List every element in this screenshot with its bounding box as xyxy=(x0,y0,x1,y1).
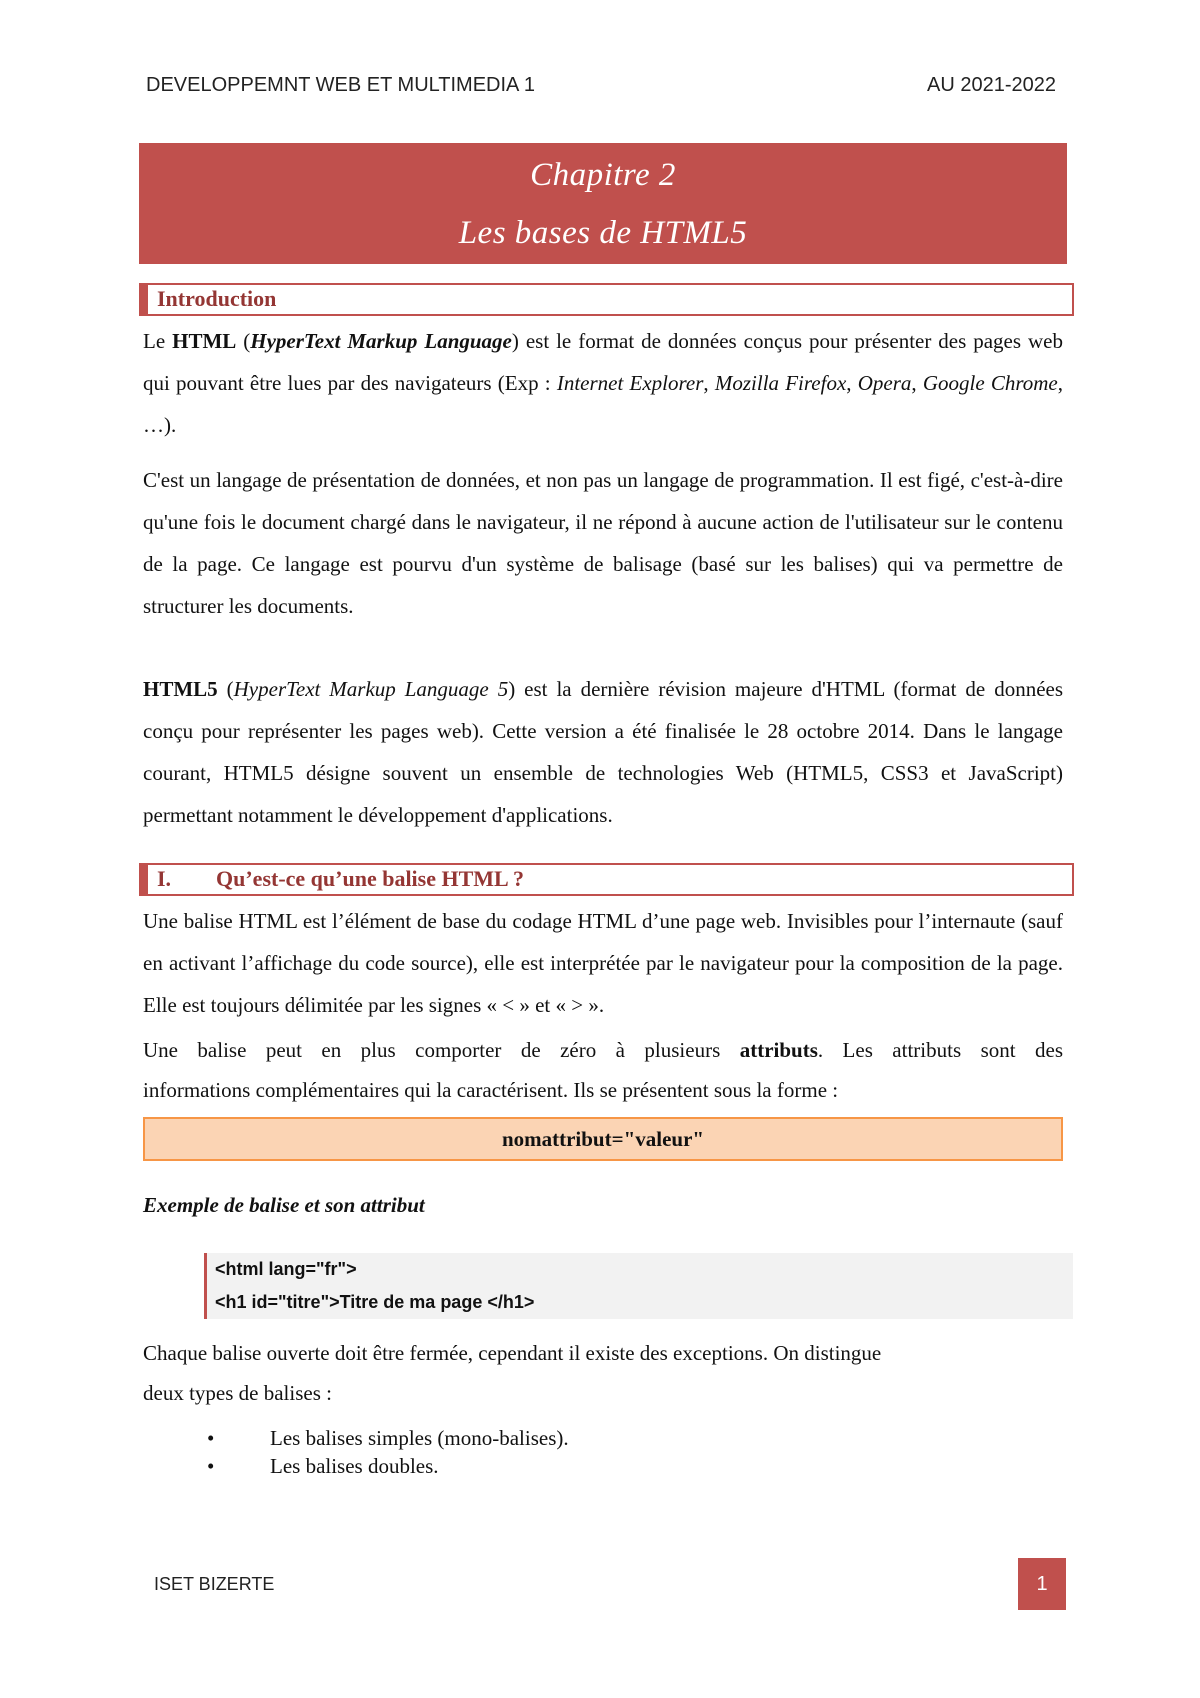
code-line: <html lang="fr"> xyxy=(215,1259,357,1279)
footer-institution: ISET BIZERTE xyxy=(154,1574,275,1594)
attribute-syntax-box: nomattribut="valeur" xyxy=(143,1117,1063,1161)
section1-paragraph-2-line-2: informations complémentaires qui la caractérisent. Ils se présentent sous la forme : xyxy=(143,1078,839,1102)
list-item: Les balises doubles. xyxy=(270,1454,439,1478)
section-heading-bar xyxy=(141,863,148,896)
term-html-expansion: HyperText Markup Language xyxy=(250,329,512,353)
term-html: HTML xyxy=(172,329,237,353)
section1-paragraph-3-line-2: deux types de balises : xyxy=(143,1381,332,1405)
page-number: 1 xyxy=(1018,1558,1066,1610)
example-title: Exemple de balise et son attribut xyxy=(143,1193,425,1217)
term-attributs: attributs xyxy=(739,1038,818,1062)
section1-paragraph-3-line-1: Chaque balise ouverte doit être fermée, cependant il existe des exceptions. On distingue xyxy=(143,1341,882,1365)
section-number: I. xyxy=(157,866,172,891)
section-heading-balise xyxy=(139,863,1074,896)
bullet-marker: • xyxy=(207,1426,215,1450)
bullet-marker: • xyxy=(207,1454,215,1478)
intro-paragraph-1: Le HTML (HyperText Markup Language) est le format de données conçus pour présenter des pages web qui pouvant être lues par des navigateurs (Exp : Internet Explorer, Mozilla Firefox, Opera, Google Chrome, …). xyxy=(143,329,1064,437)
section-heading-label: Qu’est-ce qu’une balise HTML ? xyxy=(216,866,525,891)
term-html5: HTML5 xyxy=(143,677,218,701)
running-header-title: DEVELOPPEMNT WEB ET MULTIMEDIA 1 xyxy=(146,74,535,96)
section1-paragraph-2-line-1: Une balise peut en plus comporter de zéro à plusieurs attributs. Les attributs sont des xyxy=(143,1038,1064,1062)
list-item: Les balises simples (mono-balises). xyxy=(270,1426,569,1450)
chapter-banner xyxy=(139,143,1067,264)
intro-paragraph-2: C'est un langage de présentation de données, et non pas un langage de programmation. Il est figé, c'est-à-dire qu'une fois le document chargé dans le navigateur, il ne répond à aucune action de l'utilisateur sur le contenu de la page. Ce langage est pourvu d'un système de balisage (basé sur les balises) qui va permettre de structurer les documents. xyxy=(143,468,1063,618)
code-example-block xyxy=(204,1253,1073,1319)
chapter-title: Les bases de HTML5 xyxy=(458,215,748,251)
chapter-number: Chapitre 2 xyxy=(530,157,676,193)
section1-paragraph-1: Une balise HTML est l’élément de base du codage HTML d’une page web. Invisibles pour l’internaute (sauf en activant l’affichage du code source), elle est interprétée par le navigateur pour la composition de la page. Elle est toujours délimitée par les signes « < » et « > ». xyxy=(143,909,1063,1017)
section-heading-bar xyxy=(141,283,148,316)
code-line: <h1 id="titre">Titre de ma page </h1> xyxy=(215,1292,535,1312)
section-heading-label: Introduction xyxy=(157,286,277,311)
term-html5-expansion: HyperText Markup Language 5 xyxy=(233,677,509,701)
section-heading-introduction xyxy=(139,283,1074,316)
intro-paragraph-3: HTML5 (HyperText Markup Language 5) est la dernière révision majeure d'HTML (format de données conçu pour représenter les pages web). Cette version a été finalisée le 28 octobre 2014. Dans le langage courant, HTML5 désigne souvent un ensemble de technologies Web (HTML5, CSS3 et JavaScript) permettant notamment le développement d'applications. xyxy=(143,677,1064,827)
running-header-year: AU 2021-2022 xyxy=(927,74,1056,96)
